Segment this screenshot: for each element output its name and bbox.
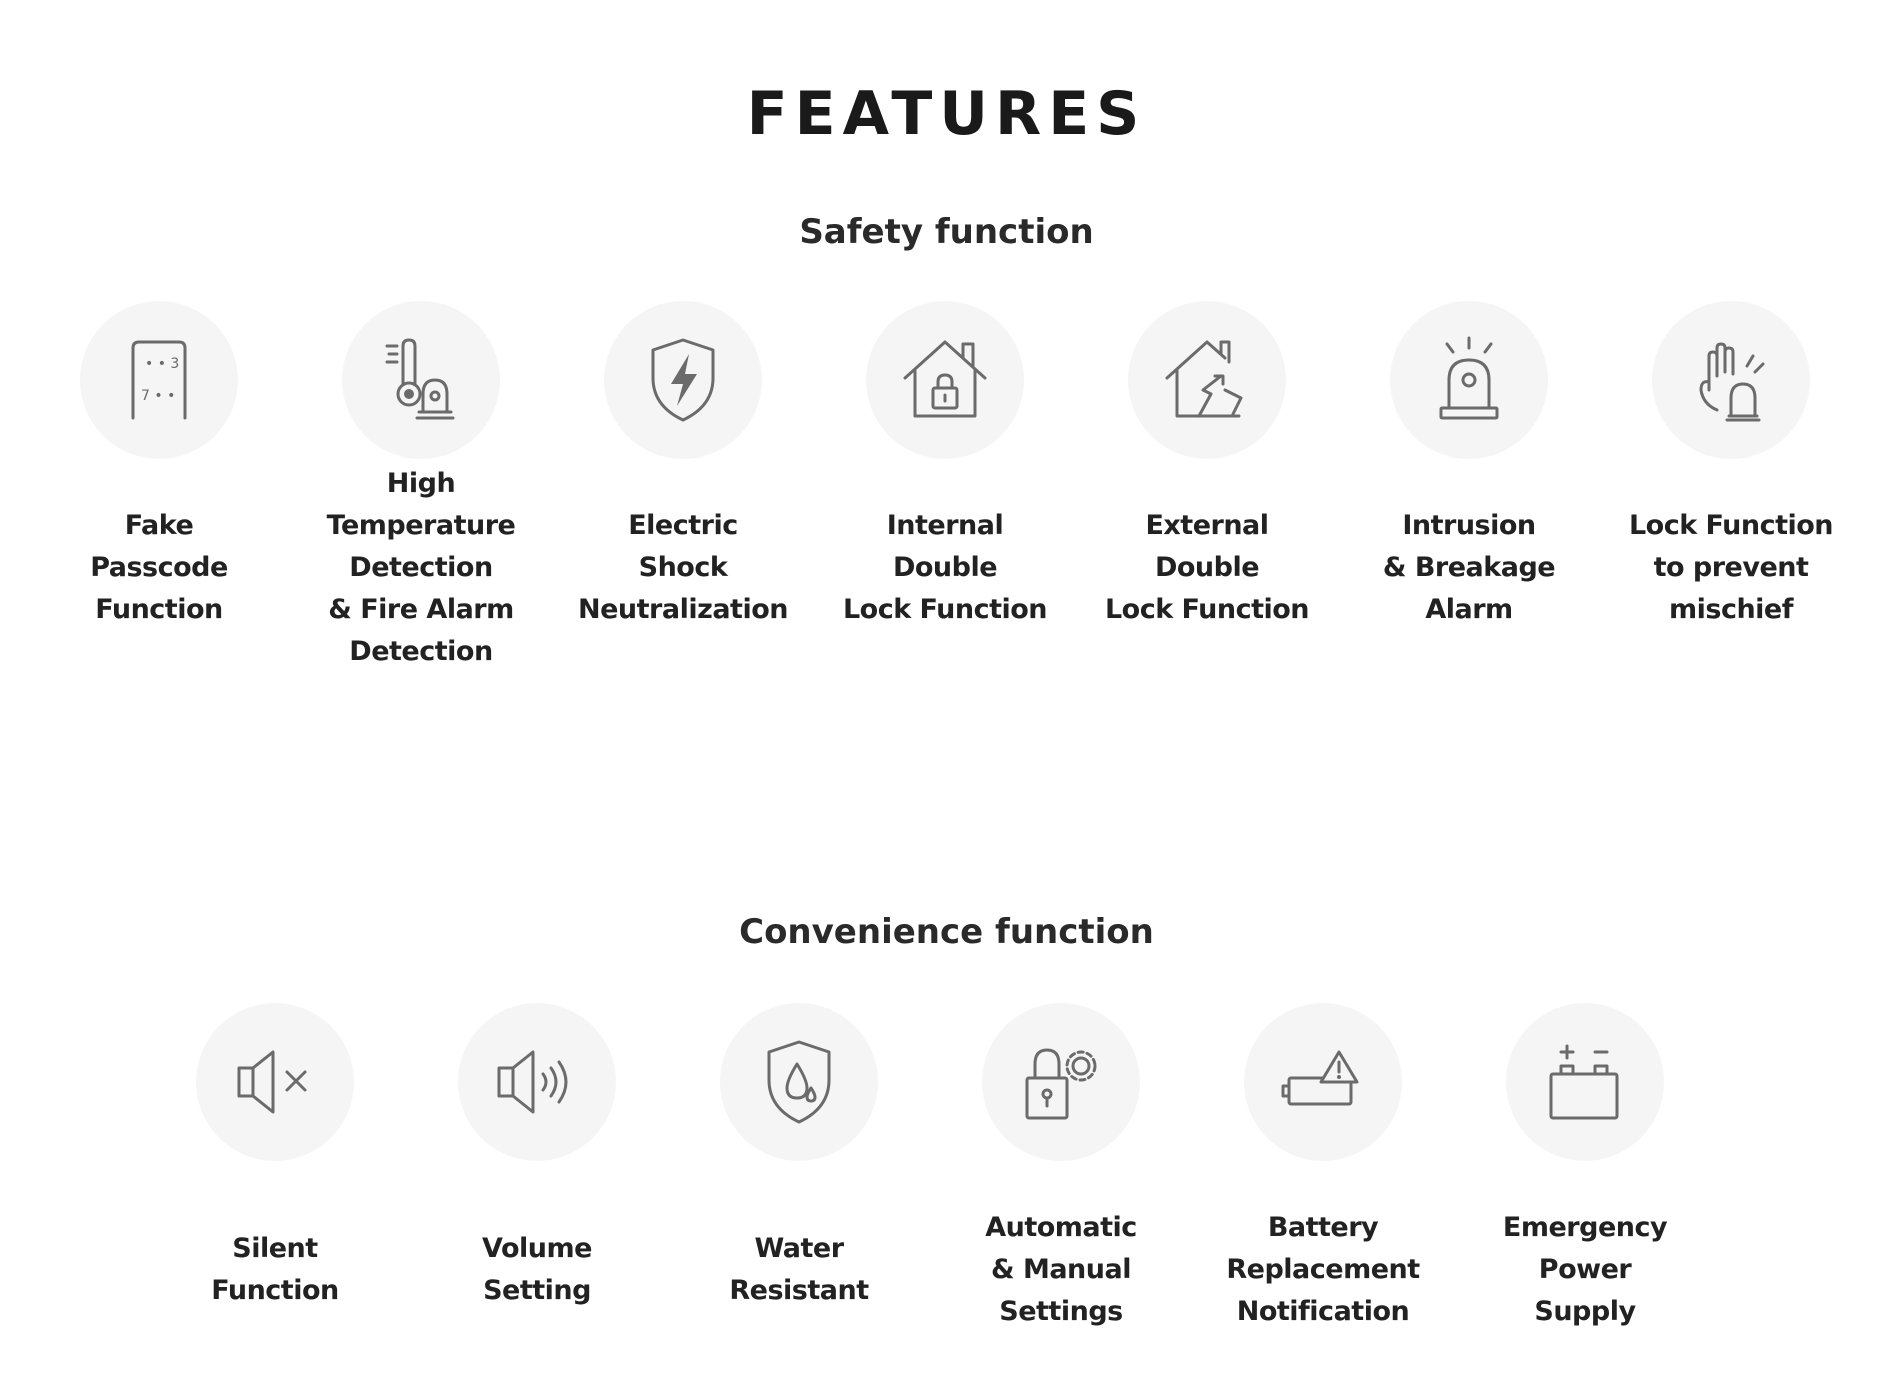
battery-warning-icon [1244, 1003, 1402, 1161]
power-supply-icon [1506, 1003, 1664, 1161]
lock-gear-icon [982, 1003, 1140, 1161]
feature-label: Water Resistant [729, 1233, 869, 1306]
feature-label: Fake Passcode Function [90, 510, 228, 625]
feature-label: Intrusion & Breakage Alarm [1382, 510, 1556, 625]
siren-icon [1390, 301, 1548, 459]
house-break-icon [1128, 301, 1286, 459]
shield-lightning-icon [604, 301, 762, 459]
feature-volume-setting [422, 1003, 652, 1375]
feature-high-temperature [306, 301, 536, 673]
feature-label: Internal Double Lock Function [842, 510, 1048, 625]
feature-label: High Temperature Detection & Fire Alarm Detection [326, 468, 516, 667]
svg-text:7 • •: 7 • • [141, 388, 176, 404]
svg-text:• • 3: • • 3 [145, 356, 180, 372]
feature-label: External Double Lock Function [1104, 510, 1310, 625]
safety-section-title: Safety function [799, 212, 1094, 252]
feature-battery-notification [1208, 1003, 1438, 1375]
feature-internal-double-lock [830, 301, 1060, 673]
keypad-icon [80, 301, 238, 459]
feature-label: Emergency Power Supply [1502, 1212, 1668, 1327]
feature-mischief-lock [1616, 301, 1846, 673]
feature-label: Volume Setting [482, 1233, 592, 1306]
feature-label: Silent Function [211, 1233, 339, 1306]
house-lock-icon [866, 301, 1024, 459]
feature-silent-function [160, 1003, 390, 1375]
feature-intrusion-alarm [1354, 301, 1584, 673]
feature-label: Lock Function to prevent mischief [1628, 510, 1834, 625]
feature-fake-passcode [44, 301, 274, 673]
feature-label: Electric Shock Neutralization [578, 510, 788, 625]
feature-water-resistant [684, 1003, 914, 1375]
hand-alarm-icon [1652, 301, 1810, 459]
speaker-mute-icon [196, 1003, 354, 1161]
feature-electric-shock [568, 301, 798, 673]
feature-automatic-manual [946, 1003, 1176, 1375]
feature-label: Automatic & Manual Settings [985, 1212, 1137, 1327]
feature-emergency-power [1470, 1003, 1700, 1375]
speaker-volume-icon [458, 1003, 616, 1161]
feature-external-double-lock [1092, 301, 1322, 673]
feature-label: Battery Replacement Notification [1226, 1212, 1420, 1327]
thermometer-alarm-icon [342, 301, 500, 459]
page-title: FEATURES [746, 79, 1147, 149]
convenience-section-title: Convenience function [739, 912, 1154, 952]
shield-water-icon [720, 1003, 878, 1161]
